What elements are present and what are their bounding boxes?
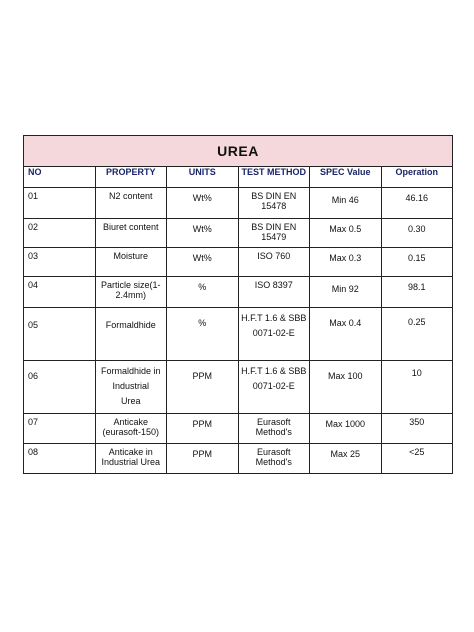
header-spec-value: SPEC Value (310, 167, 382, 188)
urea-spec-table (23, 135, 453, 474)
test-method-line: H.F.T 1.6 & SBB (241, 366, 307, 376)
cell-property (95, 361, 167, 414)
table-row (24, 219, 453, 248)
cell-property: Moisture (95, 248, 167, 277)
cell-test-method: BS DIN EN 15479 (238, 219, 310, 248)
cell-no: 05 (24, 308, 96, 361)
table-row (24, 248, 453, 277)
cell-operation: 10 (381, 361, 453, 414)
cell-spec-value: Min 46 (310, 188, 382, 219)
cell-property: Biuret content (95, 219, 167, 248)
cell-operation: 0.15 (381, 248, 453, 277)
cell-units: PPM (167, 444, 239, 474)
cell-operation: 98.1 (381, 277, 453, 308)
cell-no: 03 (24, 248, 96, 277)
cell-spec-value: Max 0.5 (310, 219, 382, 248)
cell-operation: <25 (381, 444, 453, 474)
cell-spec-value: Max 100 (310, 361, 382, 414)
header-units: UNITS (167, 167, 239, 188)
test-method-line: 0071-02-E (252, 328, 295, 338)
cell-no: 04 (24, 277, 96, 308)
table-row (24, 277, 453, 308)
cell-test-method (238, 308, 310, 361)
cell-operation: 46.16 (381, 188, 453, 219)
cell-units: PPM (167, 361, 239, 414)
cell-property: Anticake (eurasoft-150) (95, 414, 167, 444)
cell-units: Wt% (167, 219, 239, 248)
table-row (24, 188, 453, 219)
table-row (24, 308, 453, 361)
cell-no: 07 (24, 414, 96, 444)
cell-test-method: ISO 8397 (238, 277, 310, 308)
cell-test-method: BS DIN EN 15478 (238, 188, 310, 219)
cell-test-method: Eurasoft Method's (238, 444, 310, 474)
cell-operation: 0.25 (381, 308, 453, 361)
cell-property: Particle size(1-2.4mm) (95, 277, 167, 308)
table-row (24, 414, 453, 444)
cell-operation: 350 (381, 414, 453, 444)
cell-operation: 0.30 (381, 219, 453, 248)
cell-spec-value: Max 25 (310, 444, 382, 474)
header-property: PROPERTY (95, 167, 167, 188)
cell-property: Formaldhide (95, 308, 167, 361)
table-title: UREA (24, 136, 453, 167)
header-no: NO (24, 167, 96, 188)
cell-no: 06 (24, 361, 96, 414)
header-operation: Operation (381, 167, 453, 188)
cell-spec-value: Max 1000 (310, 414, 382, 444)
cell-no: 02 (24, 219, 96, 248)
cell-property: N2 content (95, 188, 167, 219)
cell-test-method (238, 361, 310, 414)
cell-spec-value: Min 92 (310, 277, 382, 308)
cell-units: PPM (167, 414, 239, 444)
cell-units: % (167, 308, 239, 361)
property-line: Urea (120, 396, 141, 406)
cell-spec-value: Max 0.3 (310, 248, 382, 277)
cell-units: % (167, 277, 239, 308)
cell-no: 08 (24, 444, 96, 474)
cell-spec-value: Max 0.4 (310, 308, 382, 361)
test-method-line: H.F.T 1.6 & SBB (241, 313, 307, 323)
table-title-row (24, 136, 453, 167)
cell-property: Anticake in Industrial Urea (95, 444, 167, 474)
cell-test-method: Eurasoft Method's (238, 414, 310, 444)
table-row (24, 444, 453, 474)
property-line: Formaldhide in Industrial (100, 366, 161, 391)
cell-units: Wt% (167, 248, 239, 277)
cell-no: 01 (24, 188, 96, 219)
header-test-method: TEST METHOD (238, 167, 310, 188)
cell-units: Wt% (167, 188, 239, 219)
cell-test-method: ISO 760 (238, 248, 310, 277)
table-row (24, 361, 453, 414)
table-header-row (24, 167, 453, 188)
test-method-line: 0071-02-E (252, 381, 295, 391)
